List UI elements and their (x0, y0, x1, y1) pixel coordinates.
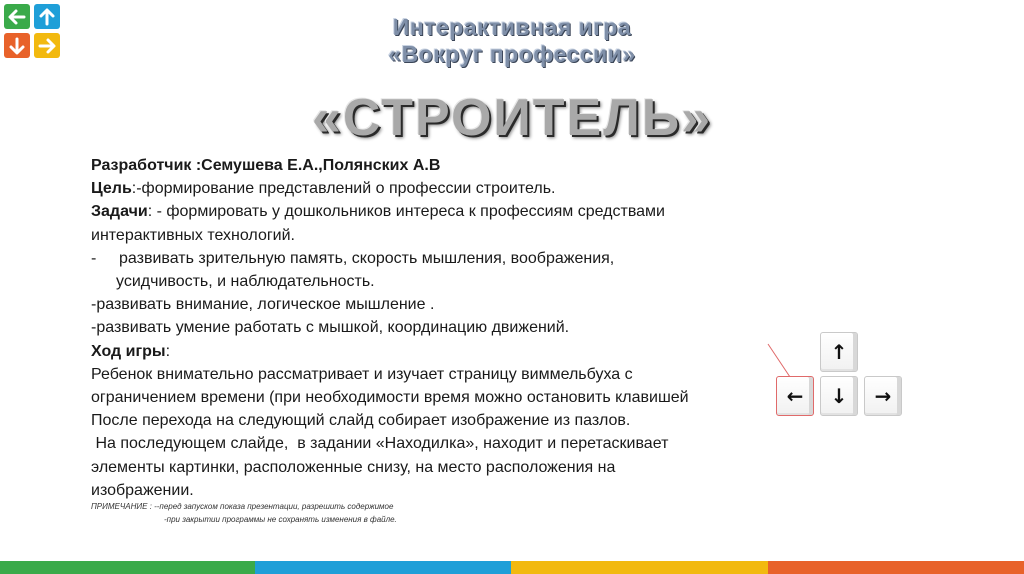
item-3: -развивать умение работать с мышкой, координацию движений. (91, 319, 570, 337)
goal-line (91, 177, 791, 200)
tasks-line (91, 200, 791, 223)
bullet-1-continued: усидчивость, и наблюдательность. (116, 273, 375, 291)
bullet-1-text: развивать зрительную память, скорость мышления, воображения, (119, 249, 615, 267)
key-right[interactable] (864, 376, 902, 416)
developer-line (91, 154, 791, 177)
tasks-text: : - формировать у дошкольников интереса к профессиям средствами (147, 203, 665, 221)
tasks-line-2: интерактивных технологий. (91, 226, 295, 244)
note-line-1: ПРИМЕЧАНИЕ : --перед запуском показа презентации, разрешить содержимое (91, 502, 394, 511)
goal-text: :-формирование представлений о профессии строитель. (131, 180, 556, 198)
paragraph-1b: ограничением времени (при необходимости время можно остановить клавишей (91, 389, 689, 407)
header (0, 14, 1024, 68)
arrow-right-key-icon: → (874, 384, 892, 408)
paragraph-3a: На последующем слайде, в задании «Находилка», находит и перетаскивает (91, 435, 669, 453)
arrow-down-key-icon: ↓ (830, 384, 848, 408)
header-line-1: Интерактивная игра (392, 14, 632, 40)
key-down[interactable] (820, 376, 858, 416)
page-title: «СТРОИТЕЛЬ» (312, 89, 712, 147)
bottom-bar-segment-orange (768, 561, 1024, 574)
arrow-keys (766, 330, 906, 420)
bottom-bar-segment-blue (255, 561, 511, 574)
paragraph-3c: изображении. (91, 481, 194, 499)
key-up[interactable] (820, 332, 858, 372)
bottom-bar-segment-yellow (511, 561, 768, 574)
description (91, 154, 791, 502)
goal-label: Цель (91, 180, 132, 198)
note (91, 500, 591, 526)
item-2: -развивать внимание, логическое мышление . (91, 296, 435, 314)
paragraph-2: После перехода на следующий слайд собирает изображение из пазлов. (91, 412, 631, 430)
key-left[interactable] (776, 376, 814, 416)
gameplay-label: Ход игры (91, 342, 166, 360)
paragraph-3b: элементы картинки, расположенные снизу, на место расположения на (91, 458, 616, 476)
arrow-up-key-icon: ↑ (830, 340, 848, 364)
tasks-label: Задачи (91, 203, 148, 221)
developer-label: Разработчик :Семушева Е.А.,Полянских А.В (91, 157, 441, 174)
bottom-bar-segment-green (0, 561, 255, 574)
gameplay-colon: : (165, 342, 171, 360)
note-line-2: -при закрытии программы не сохранять изменения в файле. (164, 515, 397, 524)
gameplay-line (91, 340, 791, 363)
arrow-left-key-icon: ← (786, 384, 804, 408)
header-line-2: «Вокруг профессии» (388, 41, 636, 67)
bullet-dash: - (91, 249, 97, 267)
bullet-1 (91, 247, 791, 270)
bottom-color-bar (0, 561, 1024, 574)
paragraph-1a: Ребенок внимательно рассматривает и изучает страницу виммельбуха с (91, 365, 633, 383)
